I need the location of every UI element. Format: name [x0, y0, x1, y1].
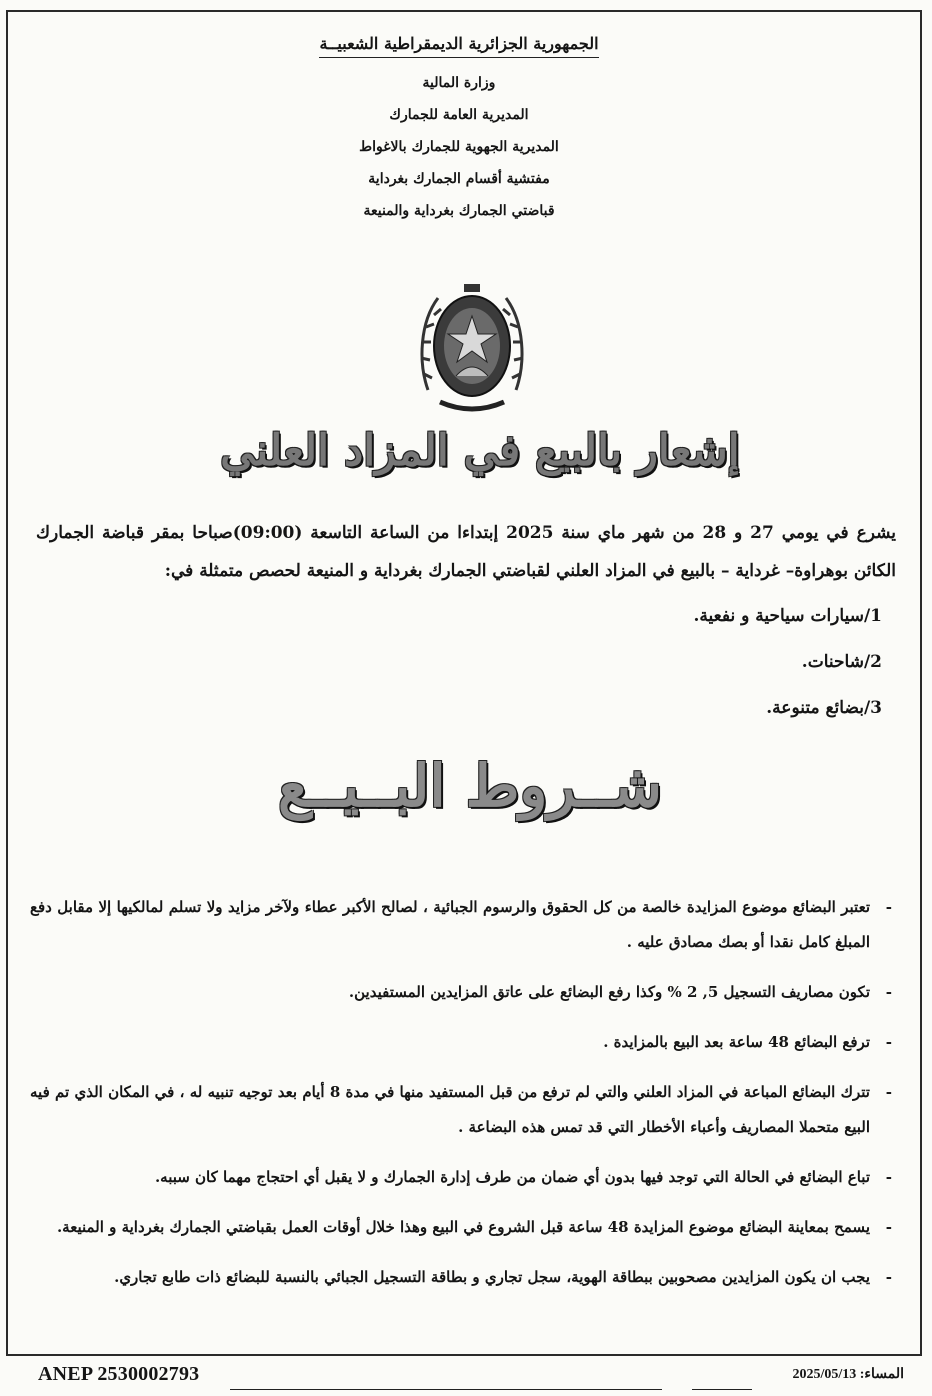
document-header — [300, 34, 618, 218]
notice-title: إشعار بالبيع في المزاد العلني — [220, 426, 740, 476]
footer-divider — [230, 1389, 662, 1390]
condition-item: - تكون مصاريف التسجيل 5, 2 % وكذا رفع البضائع على عاتق المزايدين المستفيدين. — [30, 975, 896, 1010]
condition-item: - تترك البضائع المباعة في المزاد العلني والتي لم ترفع من قبل المستفيد منها في مدة 8 أيام بعد توجيه تنبيه له ، في المكان الذي تم فيه البيع متحملا المصاريف وأعباء الأخطار التي قد تمس هذه البضاعة . — [30, 1075, 896, 1145]
condition-item: - ترفع البضائع 48 ساعة بعد البيع بالمزايدة . — [30, 1025, 896, 1060]
footer-divider — [692, 1389, 752, 1390]
anep-reference: ANEP 2530002793 — [38, 1363, 200, 1385]
list-item: 2/شاحنات. — [801, 652, 882, 672]
condition-item: - تعتبر البضائع موضوع المزايدة خالصة من كل الحقوق والرسوم الجبائية ، لصالح الأكبر عطاء ولآخر مزايد ولا تسلم لمالكيها إلا مقابل دفع المبلغ كامل نقدا أو بصك مصادق عليه . — [30, 890, 896, 960]
sale-items-list — [693, 602, 882, 740]
ministry-name: وزارة المالية — [422, 75, 496, 91]
republic-name: الجمهورية الجزائرية الديمقراطية الشعبيــة — [319, 34, 598, 58]
conditions-list — [30, 890, 896, 1310]
inspection-name: مفتشية أقسام الجمارك بغرداية — [368, 171, 550, 187]
collectorates-name: قباضتي الجمارك بغرداية والمنيعة — [363, 203, 555, 219]
list-item: 3/بضائع متنوعة. — [766, 698, 882, 718]
condition-item: - تباع البضائع في الحالة التي توجد فيها بدون أي ضمان من طرف إدارة الجمارك و لا يقبل أي احتجاج مهما كان سببه. — [30, 1160, 896, 1195]
publication-date: المساء: 2025/05/13 — [792, 1367, 904, 1382]
notice-intro: يشرع في يومي 27 و 28 من شهر ماي سنة 2025 إبتداءا من الساعة التاسعة (09:00)صباحا بمقر قباضة الجمارك الكائن بوهراوة– غرداية – بالبيع في المزاد العلني لقباضتي الجمارك بغرداية و المنيعة لحصص متمثلة في: — [36, 523, 896, 581]
customs-emblem-icon — [414, 274, 530, 414]
condition-item: - يسمح بمعاينة البضائع موضوع المزايدة 48 ساعة قبل الشروع في البيع وهذا خلال أوقات العمل بقباضتي الجمارك بغرداية و المنيعة. — [30, 1210, 896, 1245]
general-directorate: المديرية العامة للجمارك — [389, 107, 529, 123]
conditions-title: شــروط البــيــع — [277, 752, 663, 820]
regional-directorate: المديرية الجهوية للجمارك بالاغواط — [359, 139, 559, 155]
condition-item: - يجب ان يكون المزايدين مصحوبين ببطاقة الهوية، سجل تجاري و بطاقة التسجيل الجبائي بالنسبة للبضائع ذات طابع تجاري. — [30, 1260, 896, 1295]
list-item: 1/سيارات سياحية و نفعية. — [693, 606, 882, 626]
